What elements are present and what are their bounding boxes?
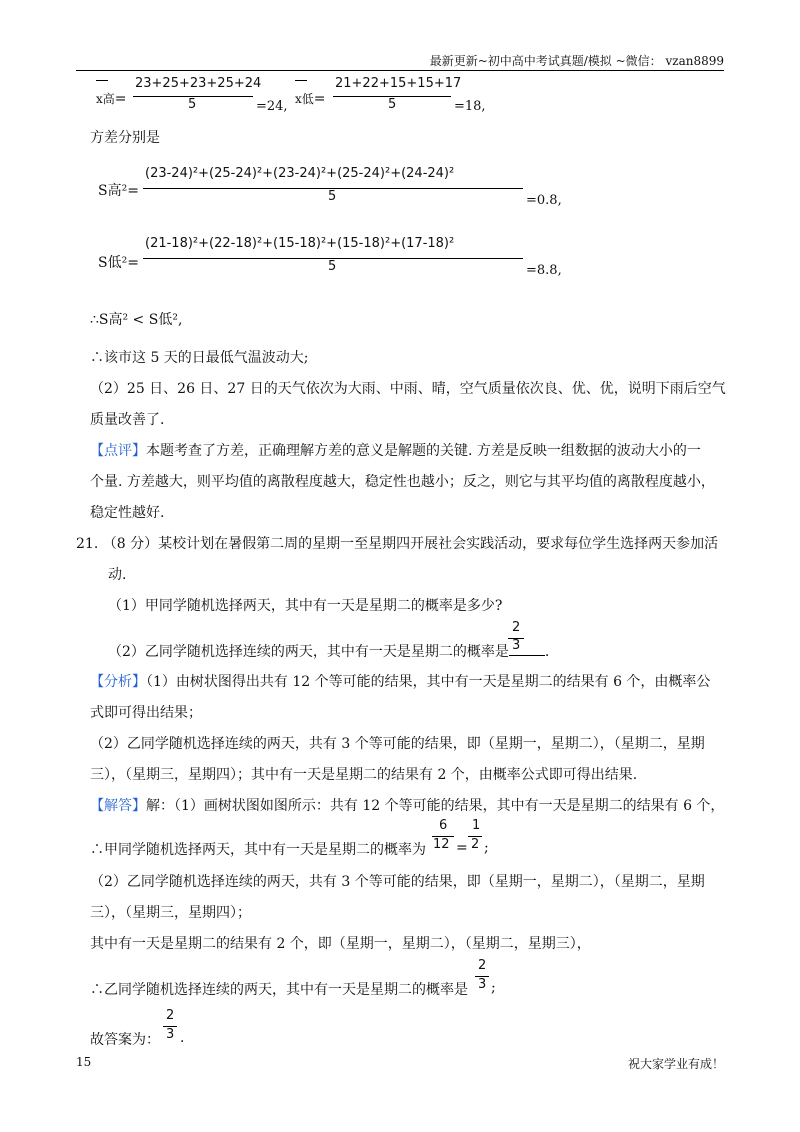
comment-line-a: 【点评】本题考查了方差，正确理解方差的意义是解题的关键. 方差是反映一组数据的波动大小的一: [90, 443, 701, 459]
answer-f-den: 3: [478, 977, 487, 992]
xlow-denominator: 5: [388, 97, 397, 112]
variance-intro: 方差分别是: [90, 130, 160, 146]
s-high-numerator: (23-24)²+(25-24)²+(23-24)²+(25-24)²+(24-24)²: [145, 166, 455, 181]
page-number: 15: [76, 1055, 92, 1069]
comment-line-b: 个量. 方差越大，则平均值的离散程度越大，稳定性也越小；反之，则它与其平均值的离散程度越小，: [90, 474, 715, 490]
answer-b-d2: 2: [471, 837, 480, 852]
final-suffix: .: [180, 1030, 185, 1046]
answer-tag: 【解答】: [90, 798, 146, 814]
footer-wish: 祝大家学业有成！: [627, 1057, 724, 1071]
xlow-numerator: 21+22+15+15+17: [335, 76, 462, 91]
answer-f-suffix: ;: [491, 980, 496, 996]
question-21-part-2: （2）乙同学随机选择连续的两天，其中有一天是星期二的概率是 .: [108, 641, 549, 662]
answer-line-e: 其中有一天是星期二的结果有 2 个，即（星期一，星期二），（星期二，星期三），: [90, 936, 591, 952]
s-low-label: S低²=: [98, 255, 139, 271]
answer-line-b: ∴甲同学随机选择两天，其中有一天是星期二的概率为: [90, 842, 426, 858]
question-21-part-1: （1）甲同学随机选择两天，其中有一天是星期二的概率是多少?: [108, 598, 503, 614]
xhigh-result: =24,: [256, 99, 288, 114]
answer-b-d1: 12: [433, 837, 450, 852]
comment-tag: 【点评】: [90, 443, 146, 459]
final-den: 3: [166, 1027, 175, 1042]
answer-b-suffix: ;: [484, 840, 489, 856]
s-low-denominator: 5: [328, 259, 337, 274]
s-high-label: S高²=: [98, 183, 139, 199]
answer-b-n1: 6: [439, 818, 448, 833]
xhigh-label: x高=: [96, 90, 127, 107]
answer-line-f: ∴乙同学随机选择连续的两天，其中有一天是星期二的概率是: [90, 982, 468, 998]
header-rule: [76, 70, 724, 71]
variance-compare: ∴S高² < S低²,: [90, 312, 183, 328]
part2-line-a: （2）25 日、26 日、27 日的天气依次为大雨、中雨、晴，空气质量依次良、优、优，说明下雨后空气: [90, 381, 726, 397]
question-21-line-b: 动.: [108, 567, 127, 583]
answer-line-c: （2）乙同学随机选择连续的两天，共有 3 个等可能的结果，即（星期一，星期二），（星期二，星期: [90, 874, 705, 890]
s-low-numerator: (21-18)²+(22-18)²+(15-18)²+(15-18)²+(17-18)²: [145, 236, 455, 251]
comment-line-c: 稳定性越好.: [90, 505, 165, 521]
final-num: 2: [166, 1008, 175, 1023]
xhigh-denominator: 5: [188, 97, 197, 112]
s-high-denominator: 5: [328, 189, 337, 204]
answer-f-num: 2: [478, 958, 487, 973]
xlow-label: x低=: [295, 90, 326, 107]
question-21-line-a: 21. （8 分）某校计划在暑假第二周的星期一至星期四开展社会实践活动，要求每位学生选择两天参加活: [76, 536, 719, 552]
s-low-result: =8.8,: [526, 263, 562, 278]
final-answer-line: 故答案为：: [90, 1032, 160, 1048]
part2-line-b: 质量改善了.: [90, 412, 165, 428]
answer-b-n2: 1: [472, 818, 481, 833]
analysis-line-b: 式即可得出结果；: [90, 705, 202, 721]
s-high-result: =0.8,: [526, 193, 562, 208]
answer-line-a: 【解答】解：（1）画树状图如图所示：共有 12 个等可能的结果，其中有一天是星期二的结果有 6 个，: [90, 798, 725, 814]
answer-b-eq: =: [456, 840, 468, 856]
xlow-result: =18,: [454, 99, 486, 114]
conclusion-1: ∴该市这 5 天的日最低气温波动大;: [90, 350, 309, 366]
header-text: 最新更新~初中高中考试真题/模拟 ~微信： vzan8899: [429, 54, 724, 68]
xhigh-numerator: 23+25+23+25+24: [135, 76, 262, 91]
q21-2-answer-numerator: 2: [512, 620, 521, 635]
analysis-line-c: （2）乙同学随机选择连续的两天，共有 3 个等可能的结果，即（星期一，星期二），（星期二，星期: [90, 736, 705, 752]
analysis-line-d: 三），（星期三，星期四）；其中有一天是星期二的结果有 2 个，由概率公式即可得出结果.: [90, 767, 638, 783]
analysis-tag: 【分析】: [90, 674, 146, 690]
answer-line-d: 三），（星期三，星期四）；: [90, 905, 251, 921]
analysis-line-a: 【分析】（1）由树状图得出共有 12 个等可能的结果，其中有一天是星期二的结果有 6 个，由概率公: [90, 674, 711, 690]
q21-2-answer-denominator: 3: [512, 638, 521, 653]
